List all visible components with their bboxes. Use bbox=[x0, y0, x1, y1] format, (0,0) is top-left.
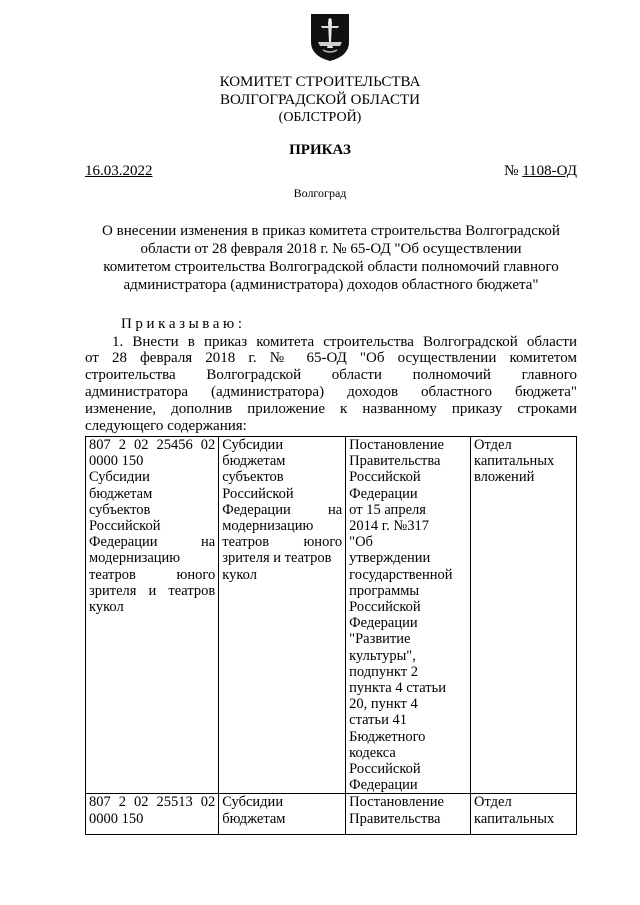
cell-line: Федерации на bbox=[222, 501, 343, 518]
cell-line: капитальных bbox=[474, 810, 555, 827]
table-cell-name bbox=[219, 437, 346, 794]
cell-line: бюджетам bbox=[89, 485, 153, 502]
subject-line: комитетом строительства Волгоградской области полномочий главного bbox=[103, 259, 559, 275]
income-codes-table bbox=[85, 436, 577, 835]
cell-line: бюджетам bbox=[222, 453, 286, 470]
cell-line: "Об bbox=[349, 534, 373, 551]
body-line: следующего содержания: bbox=[85, 418, 247, 434]
cell-line: Российской bbox=[89, 518, 161, 535]
cell-line: субъектов bbox=[222, 469, 284, 486]
subject-line: области от 28 февраля 2018 г. № 65-ОД "Об осуществлении bbox=[140, 241, 522, 257]
cell-line: программы bbox=[349, 582, 420, 599]
cell-line: Субсидии bbox=[222, 794, 284, 811]
subject-line: О внесении изменения в приказ комитета строительства Волгоградской bbox=[102, 223, 560, 239]
table-cell-department bbox=[471, 794, 577, 835]
cell-line: субъектов bbox=[89, 501, 151, 518]
table-cell-basis bbox=[346, 794, 471, 835]
cell-line: Постановление bbox=[349, 437, 444, 453]
body-line: администратора (администратора) доходов областного бюджета" bbox=[85, 384, 577, 400]
cell-line: модернизацию bbox=[89, 550, 181, 567]
table-row bbox=[86, 794, 577, 835]
cell-line: 807 2 02 25513 02 bbox=[89, 794, 216, 811]
cell-line: Отдел bbox=[474, 794, 512, 811]
cell-line: "Развитие bbox=[349, 631, 411, 648]
cell-line: зрителя и театров bbox=[89, 582, 216, 599]
cell-line: Федерации на bbox=[89, 534, 216, 551]
cell-line: 807 2 02 25456 02 bbox=[89, 437, 216, 453]
cell-line: модернизацию bbox=[222, 518, 314, 535]
cell-line: Бюджетного bbox=[349, 728, 426, 745]
cell-line: 2014 г. №317 bbox=[349, 518, 429, 535]
cell-line: театров юного bbox=[89, 566, 216, 583]
volgograd-coat-of-arms-icon bbox=[309, 12, 351, 62]
body-line: 1. Внести в приказ комитета строительства Волгоградской области bbox=[112, 334, 577, 350]
cell-line: Постановление bbox=[349, 794, 444, 811]
cell-line: театров юного bbox=[222, 534, 343, 551]
cell-line: кукол bbox=[89, 599, 124, 616]
document-city: Волгоград bbox=[293, 186, 347, 200]
cell-line: Федерации bbox=[349, 777, 418, 794]
org-name-line3: (ОБЛСТРОЙ) bbox=[278, 110, 362, 125]
cell-line: кодекса bbox=[349, 744, 396, 761]
cell-line: культуры", bbox=[349, 647, 416, 664]
cell-line: бюджетам bbox=[222, 810, 286, 827]
number-value: 1108-ОД bbox=[522, 163, 577, 179]
cell-line: Субсидии bbox=[222, 437, 284, 453]
table-cell-code bbox=[86, 437, 219, 794]
cell-line: капитальных bbox=[474, 453, 555, 470]
cell-line: Федерации bbox=[349, 485, 418, 502]
org-name-line2: ВОЛГОГРАДСКОЙ ОБЛАСТИ bbox=[220, 92, 420, 108]
body-line: от 28 февраля 2018 г. № 65-ОД "Об осуществлении комитетом bbox=[85, 350, 577, 366]
cell-line: Правительства bbox=[349, 810, 441, 827]
cell-line: от 15 апреля bbox=[349, 501, 426, 518]
cell-line: 0000 150 bbox=[89, 810, 144, 827]
body-line: изменение, дополнив приложение к названному приказу строками bbox=[85, 401, 577, 417]
cell-line: кукол bbox=[222, 566, 257, 583]
cell-line: государственной bbox=[349, 566, 453, 583]
cell-line: Субсидии bbox=[89, 469, 150, 486]
org-name-line1: КОМИТЕТ СТРОИТЕЛЬСТВА bbox=[219, 74, 421, 90]
cell-line: 0000 150 bbox=[89, 453, 144, 470]
document-type: ПРИКАЗ bbox=[289, 142, 351, 158]
cell-line: Российской bbox=[349, 761, 421, 778]
cell-line: утверждении bbox=[349, 550, 431, 567]
number-prefix: № bbox=[504, 163, 519, 179]
table-cell-name bbox=[219, 794, 346, 835]
subject-line: администратора (администратора) доходов областного бюджета" bbox=[123, 277, 539, 293]
table-cell-department bbox=[471, 437, 577, 794]
cell-line: Правительства bbox=[349, 453, 441, 470]
cell-line: Отдел bbox=[474, 437, 512, 453]
cell-line: вложений bbox=[474, 469, 535, 486]
document-date: 16.03.2022 bbox=[85, 163, 153, 179]
cell-line: зрителя и театров bbox=[222, 550, 332, 567]
cell-line: 20, пункт 4 bbox=[349, 696, 418, 713]
table-row bbox=[86, 437, 577, 794]
cell-line: статьи 41 bbox=[349, 712, 408, 729]
table-cell-code bbox=[86, 794, 219, 835]
cell-line: пункта 4 статьи bbox=[349, 680, 446, 697]
cell-line: Федерации bbox=[349, 615, 418, 632]
prikazyvayu-heading: Приказываю: bbox=[121, 316, 246, 332]
cell-line: подпункт 2 bbox=[349, 663, 418, 680]
table-cell-basis bbox=[346, 437, 471, 794]
document-number bbox=[504, 162, 577, 180]
cell-line: Российской bbox=[222, 485, 294, 502]
cell-line: Российской bbox=[349, 599, 421, 616]
body-line: строительства Волгоградской области полномочий главного bbox=[85, 367, 577, 383]
cell-line: Российской bbox=[349, 469, 421, 486]
